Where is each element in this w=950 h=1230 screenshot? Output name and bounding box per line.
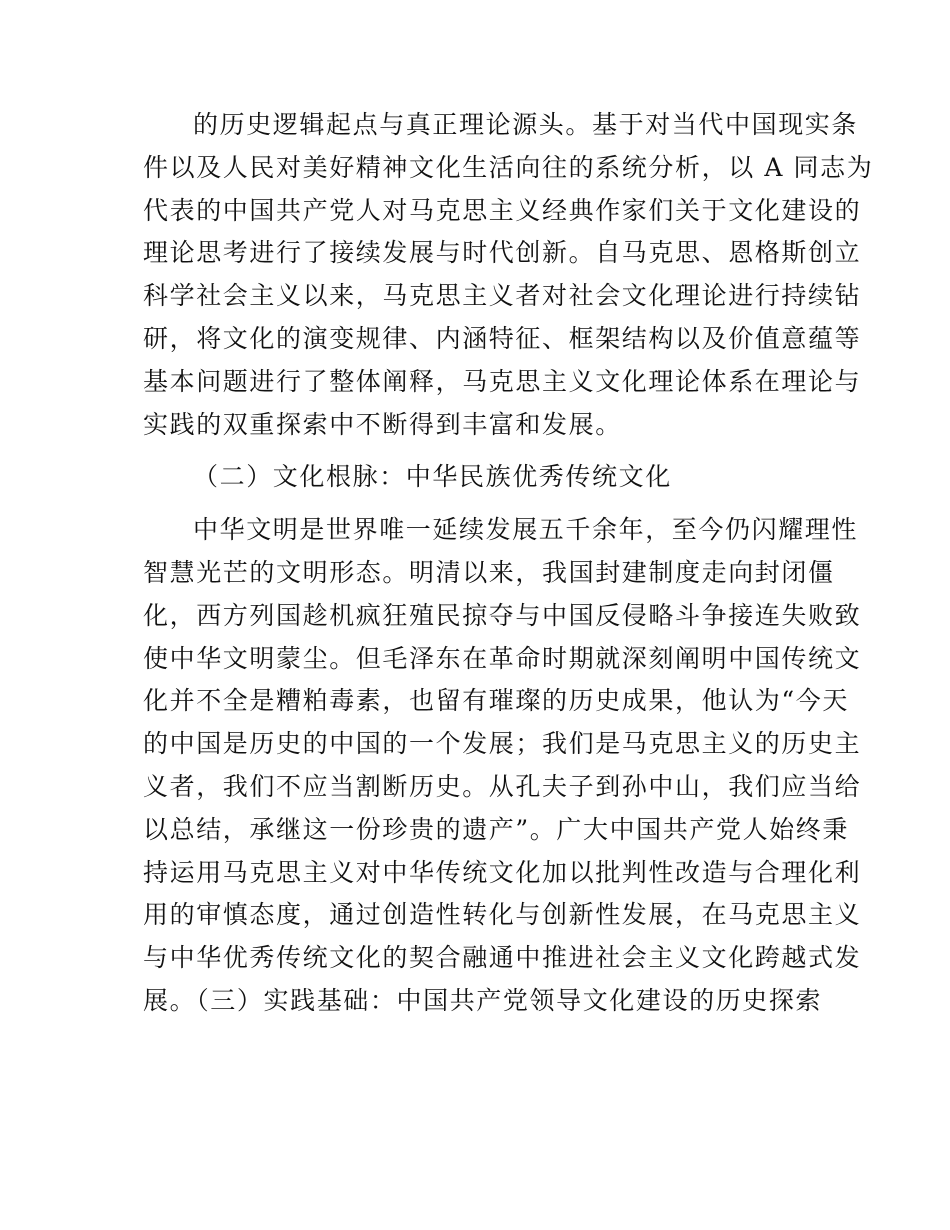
text-line: 的中国是历史的中国的一个发展；我们是马克思主义的历史主 — [143, 729, 862, 759]
paragraph-1 — [143, 104, 874, 446]
document-body — [143, 104, 874, 1023]
text-line: 展。（三）实践基础：中国共产党领导文化建设的历史探索 — [143, 985, 823, 1015]
text-line: 的历史逻辑起点与真正理论源头。基于对当代中国现实条 — [193, 110, 859, 139]
text-line: 使中华文明蒙尘。但毛泽东在革命时期就深刻阐明中国传统文 — [143, 643, 862, 673]
text-line: 用的审慎态度，通过创造性转化与创新性发展，在马克思主义 — [143, 900, 862, 930]
text-line: 中华文明是世界唯一延续发展五千余年，至今仍闪耀理性 — [193, 515, 859, 545]
text-line: 持运用马克思主义对中华传统文化加以批判性改造与合理化利 — [143, 857, 862, 887]
text-line: 化，西方列国趁机疯狂殖民掠夺与中国反侵略斗争接连失败致 — [143, 600, 862, 630]
section-heading: （二）文化根脉：中华民族优秀传统文化 — [193, 462, 672, 492]
text-line: 化并不全是糟粕毒素，也留有璀璨的历史成果，他认为“今天 — [143, 686, 849, 716]
text-line: 研，将文化的演变规律、内涵特征、框架结构以及价值意蕴等 — [143, 323, 862, 353]
text-line: 基本问题进行了整体阐释，马克思主义文化理论体系在理论与 — [143, 366, 862, 396]
text-line: 件以及人民对美好精神文化生活向往的系统分析，以 A 同志为 — [143, 152, 874, 182]
text-line: 理论思考进行了接续发展与时代创新。自马克思、恩格斯创立 — [143, 238, 862, 268]
paragraph-2 — [143, 509, 862, 1023]
text-line: 智慧光芒的文明形态。明清以来，我国封建制度走向封闭僵 — [143, 557, 835, 587]
text-line: 以总结，承继这一份珍贵的遗产”。广大中国共产党人始终秉 — [143, 814, 849, 844]
text-line: 科学社会主义以来，马克思主义者对社会文化理论进行持续钻 — [143, 281, 862, 311]
text-line: 代表的中国共产党人对马克思主义经典作家们关于文化建设的 — [143, 195, 862, 225]
text-line: 实践的双重探索中不断得到丰富和发展。 — [143, 409, 622, 439]
text-line: 义者，我们不应当割断历史。从孔夫子到孙中山，我们应当给 — [143, 771, 862, 801]
text-line: 与中华优秀传统文化的契合融通中推进社会主义文化跨越式发 — [143, 943, 862, 973]
